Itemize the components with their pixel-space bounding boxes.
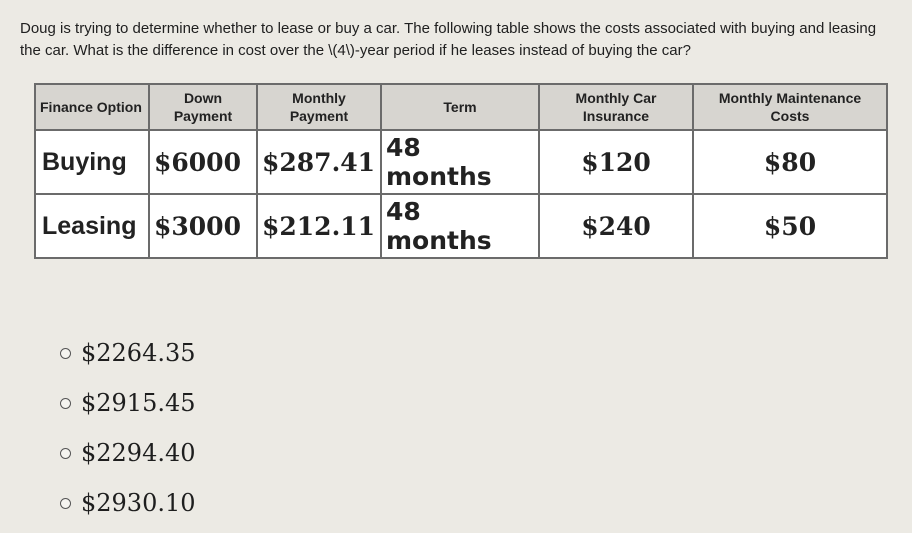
answer-option-d[interactable]	[60, 478, 196, 528]
radio-button-icon[interactable]	[60, 448, 71, 459]
header-finance-option: Finance Option	[35, 84, 149, 130]
header-down-payment: Down Payment	[149, 84, 257, 130]
header-monthly-maintenance: Monthly Maintenance Costs	[693, 84, 887, 130]
table-row	[35, 130, 887, 194]
answer-option-a[interactable]	[60, 328, 196, 378]
table-header-row	[35, 84, 887, 130]
row-leasing-term: 48 months	[381, 194, 539, 258]
row-leasing-down-payment: $3000	[149, 194, 257, 258]
row-buying-insurance: $120	[539, 130, 693, 194]
radio-button-icon[interactable]	[60, 398, 71, 409]
answer-options	[60, 328, 196, 528]
cost-table-grid	[34, 83, 888, 259]
row-buying-monthly-payment: $287.41	[257, 130, 381, 194]
header-monthly-insurance: Monthly Car Insurance	[539, 84, 693, 130]
table-row	[35, 194, 887, 258]
row-buying-term: 48 months	[381, 130, 539, 194]
row-leasing-insurance: $240	[539, 194, 693, 258]
header-term: Term	[381, 84, 539, 130]
row-buying-down-payment: $6000	[149, 130, 257, 194]
answer-option-label: $2930.10	[81, 489, 196, 517]
row-buying-option: Buying	[35, 130, 149, 194]
answer-option-label: $2294.40	[81, 439, 196, 467]
answer-option-label: $2264.35	[81, 339, 196, 367]
row-leasing-monthly-payment: $212.11	[257, 194, 381, 258]
row-leasing-option: Leasing	[35, 194, 149, 258]
cost-table	[34, 83, 886, 259]
radio-button-icon[interactable]	[60, 348, 71, 359]
question-text: Doug is trying to determine whether to lease or buy a car. The following table shows the costs associated with buying and leasing the car. What is the difference in cost over the \(4\)-year period if he leases instead of buying the car?	[20, 20, 877, 59]
answer-option-b[interactable]	[60, 378, 196, 428]
header-monthly-payment: Monthly Payment	[257, 84, 381, 130]
row-leasing-maintenance: $50	[693, 194, 887, 258]
answer-option-c[interactable]	[60, 428, 196, 478]
answer-option-label: $2915.45	[81, 389, 196, 417]
row-buying-maintenance: $80	[693, 130, 887, 194]
radio-button-icon[interactable]	[60, 498, 71, 509]
